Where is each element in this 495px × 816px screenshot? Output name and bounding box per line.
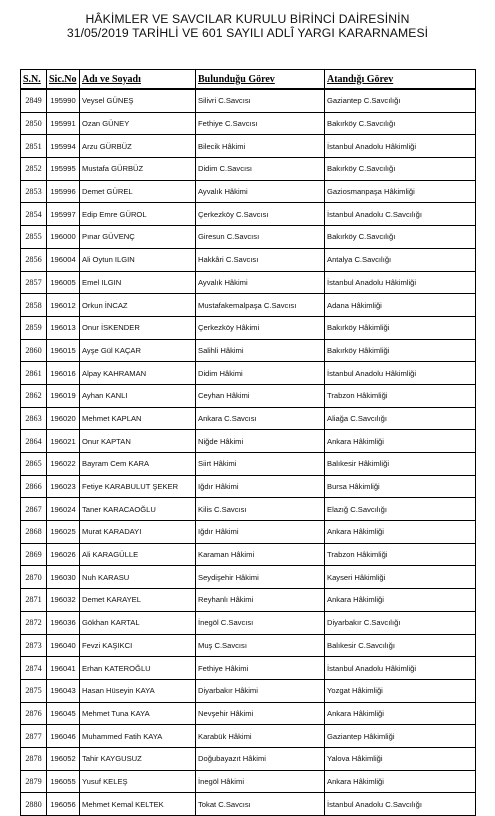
cell-sn: 2877 — [21, 725, 47, 748]
cell-name: Hasan Hüseyin KAYA — [80, 679, 196, 702]
table-row — [21, 407, 476, 430]
table-row — [21, 158, 476, 181]
cell-current-post: Ayvalık Hâkimi — [196, 180, 325, 203]
table-row — [21, 498, 476, 521]
cell-current-post: İnegöl C.Savcısı — [196, 611, 325, 634]
table-row — [21, 543, 476, 566]
cell-name: Murat KARADAYI — [80, 521, 196, 544]
cell-assigned-post: İstanbul Anadolu Hâkimliği — [325, 657, 476, 680]
cell-sicil: 196005 — [47, 271, 80, 294]
cell-current-post: Seydişehir Hâkimi — [196, 566, 325, 589]
cell-current-post: Didim C.Savcısı — [196, 158, 325, 181]
cell-name: Ayşe Gül KAÇAR — [80, 339, 196, 362]
cell-sicil: 196022 — [47, 453, 80, 476]
cell-name: Pınar GÜVENÇ — [80, 226, 196, 249]
cell-assigned-post: Elazığ C.Savcılığı — [325, 498, 476, 521]
table-row — [21, 384, 476, 407]
table-row — [21, 589, 476, 612]
cell-current-post: Doğubayazıt Hâkimi — [196, 747, 325, 770]
cell-current-post: Giresun C.Savcısı — [196, 226, 325, 249]
cell-name: Mehmet Kemal KELTEK — [80, 793, 196, 816]
table-row — [21, 566, 476, 589]
cell-sn: 2865 — [21, 453, 47, 476]
cell-assigned-post: İstanbul Anadolu Hâkimliği — [325, 135, 476, 158]
table-row — [21, 180, 476, 203]
table-row — [21, 294, 476, 317]
cell-assigned-post: İstanbul Anadolu Hâkimliği — [325, 271, 476, 294]
cell-current-post: Iğdır Hâkimi — [196, 475, 325, 498]
table-row — [21, 248, 476, 271]
cell-assigned-post: Ankara Hâkimliği — [325, 521, 476, 544]
column-header-name: Adı ve Soyadı — [80, 70, 196, 90]
cell-name: Demet GÜREL — [80, 180, 196, 203]
cell-name: Fetiye KARABULUT ŞEKER — [80, 475, 196, 498]
cell-current-post: Karaman Hâkimi — [196, 543, 325, 566]
cell-sicil: 195990 — [47, 89, 80, 112]
cell-sicil: 195991 — [47, 112, 80, 135]
cell-name: Fevzi KAŞIKCI — [80, 634, 196, 657]
cell-sicil: 196045 — [47, 702, 80, 725]
cell-name: Edip Emre GÜROL — [80, 203, 196, 226]
cell-sn: 2858 — [21, 294, 47, 317]
cell-sicil: 195996 — [47, 180, 80, 203]
cell-current-post: Fethiye Hâkimi — [196, 657, 325, 680]
table-row — [21, 203, 476, 226]
title-line-1: HÂKİMLER VE SAVCILAR KURULU BİRİNCİ DAİRESİNİN — [85, 12, 410, 26]
cell-current-post: Siirt Hâkimi — [196, 453, 325, 476]
cell-sn: 2851 — [21, 135, 47, 158]
table-row — [21, 725, 476, 748]
column-header-sicil: Sic.No — [47, 70, 80, 90]
cell-name: Arzu GÜRBÜZ — [80, 135, 196, 158]
cell-sn: 2855 — [21, 226, 47, 249]
cell-sicil: 196000 — [47, 226, 80, 249]
cell-sn: 2859 — [21, 316, 47, 339]
cell-assigned-post: İstanbul Anadolu C.Savcılığı — [325, 203, 476, 226]
cell-name: Orkun İNCAZ — [80, 294, 196, 317]
cell-assigned-post: Bakırköy C.Savcılığı — [325, 112, 476, 135]
cell-name: Alpay KAHRAMAN — [80, 362, 196, 385]
column-header-sn: S.N. — [21, 70, 47, 90]
table-header-row — [21, 70, 476, 90]
cell-name: Ozan GÜNEY — [80, 112, 196, 135]
cell-sn: 2862 — [21, 384, 47, 407]
cell-name: Ayhan KANLI — [80, 384, 196, 407]
cell-sicil: 196024 — [47, 498, 80, 521]
cell-current-post: Bilecik Hâkimi — [196, 135, 325, 158]
cell-sn: 2866 — [21, 475, 47, 498]
cell-current-post: Mustafakemalpaşa C.Savcısı — [196, 294, 325, 317]
cell-sicil: 196016 — [47, 362, 80, 385]
cell-sn: 2853 — [21, 180, 47, 203]
cell-current-post: İnegöl Hâkimi — [196, 770, 325, 793]
cell-sn: 2852 — [21, 158, 47, 181]
table-row — [21, 679, 476, 702]
title-line-2: 31/05/2019 TARİHLİ VE 601 SAYILI ADLÎ YARGI KARARNAMESİ — [66, 26, 429, 40]
cell-assigned-post: Antalya C.Savcılığı — [325, 248, 476, 271]
cell-sn: 2864 — [21, 430, 47, 453]
table-row — [21, 362, 476, 385]
cell-assigned-post: Trabzon Hâkimliği — [325, 384, 476, 407]
cell-assigned-post: Diyarbakır C.Savcılığı — [325, 611, 476, 634]
cell-name: Taner KARACAOĞLU — [80, 498, 196, 521]
cell-current-post: Iğdır Hâkimi — [196, 521, 325, 544]
cell-assigned-post: Balıkesir C.Savcılığı — [325, 634, 476, 657]
table-row — [21, 747, 476, 770]
cell-name: Bayram Cem KARA — [80, 453, 196, 476]
cell-assigned-post: Ankara Hâkimliği — [325, 702, 476, 725]
cell-sn: 2867 — [21, 498, 47, 521]
cell-sicil: 196021 — [47, 430, 80, 453]
table-row — [21, 793, 476, 816]
cell-assigned-post: Yalova Hâkimliği — [325, 747, 476, 770]
cell-sicil: 196025 — [47, 521, 80, 544]
table-row — [21, 112, 476, 135]
cell-current-post: Silivri C.Savcısı — [196, 89, 325, 112]
cell-sicil: 196019 — [47, 384, 80, 407]
cell-sn: 2863 — [21, 407, 47, 430]
cell-current-post: Karabük Hâkimi — [196, 725, 325, 748]
cell-sn: 2856 — [21, 248, 47, 271]
cell-name: Muhammed Fatih KAYA — [80, 725, 196, 748]
cell-name: Ali Oytun ILGIN — [80, 248, 196, 271]
cell-assigned-post: İstanbul Anadolu C.Savcılığı — [325, 793, 476, 816]
cell-sicil: 196030 — [47, 566, 80, 589]
table-row — [21, 521, 476, 544]
table-row — [21, 475, 476, 498]
cell-assigned-post: Aliağa C.Savcılığı — [325, 407, 476, 430]
cell-current-post: Çerkezköy C.Savcısı — [196, 203, 325, 226]
cell-name: Nuh KARASU — [80, 566, 196, 589]
cell-assigned-post: İstanbul Anadolu Hâkimliği — [325, 362, 476, 385]
cell-current-post: Reyhanlı Hâkimi — [196, 589, 325, 612]
cell-sicil: 196026 — [47, 543, 80, 566]
cell-current-post: Kilis C.Savcısı — [196, 498, 325, 521]
table-body — [21, 89, 476, 816]
column-header-assigned-post: Atandığı Görev — [325, 70, 476, 90]
cell-sicil: 196043 — [47, 679, 80, 702]
cell-sn: 2870 — [21, 566, 47, 589]
table-row — [21, 271, 476, 294]
cell-sn: 2874 — [21, 657, 47, 680]
cell-sicil: 196056 — [47, 793, 80, 816]
cell-sicil: 196004 — [47, 248, 80, 271]
cell-assigned-post: Bakırköy Hâkimliği — [325, 316, 476, 339]
cell-sn: 2876 — [21, 702, 47, 725]
cell-sn: 2860 — [21, 339, 47, 362]
cell-name: Mustafa GÜRBÜZ — [80, 158, 196, 181]
table-row — [21, 770, 476, 793]
cell-sicil: 196041 — [47, 657, 80, 680]
cell-assigned-post: Gaziosmanpaşa Hâkimliği — [325, 180, 476, 203]
cell-name: Emel ILGIN — [80, 271, 196, 294]
cell-sn: 2857 — [21, 271, 47, 294]
cell-sicil: 196040 — [47, 634, 80, 657]
cell-sn: 2869 — [21, 543, 47, 566]
cell-current-post: Fethiye C.Savcısı — [196, 112, 325, 135]
cell-current-post: Çerkezköy Hâkimi — [196, 316, 325, 339]
cell-name: Tahir KAYGUSUZ — [80, 747, 196, 770]
cell-current-post: Nevşehir Hâkimi — [196, 702, 325, 725]
table-row — [21, 702, 476, 725]
cell-sn: 2868 — [21, 521, 47, 544]
cell-sicil: 196032 — [47, 589, 80, 612]
cell-sicil: 195997 — [47, 203, 80, 226]
cell-sn: 2854 — [21, 203, 47, 226]
cell-current-post: Salihli Hâkimi — [196, 339, 325, 362]
appointments-table — [20, 69, 476, 816]
cell-assigned-post: Adana Hâkimliği — [325, 294, 476, 317]
cell-sn: 2871 — [21, 589, 47, 612]
cell-assigned-post: Ankara Hâkimliği — [325, 430, 476, 453]
cell-current-post: Diyarbakır Hâkimi — [196, 679, 325, 702]
cell-sn: 2861 — [21, 362, 47, 385]
table-row — [21, 316, 476, 339]
cell-assigned-post: Kayseri Hâkimliği — [325, 566, 476, 589]
cell-sicil: 196055 — [47, 770, 80, 793]
cell-sicil: 196036 — [47, 611, 80, 634]
cell-sn: 2849 — [21, 89, 47, 112]
cell-current-post: Didim Hâkimi — [196, 362, 325, 385]
cell-name: Onur KAPTAN — [80, 430, 196, 453]
cell-assigned-post: Balıkesir Hâkimliği — [325, 453, 476, 476]
cell-assigned-post: Yozgat Hâkimliği — [325, 679, 476, 702]
cell-name: Demet KARAYEL — [80, 589, 196, 612]
cell-sicil: 196020 — [47, 407, 80, 430]
table-row — [21, 611, 476, 634]
table-row — [21, 634, 476, 657]
cell-assigned-post: Bakırköy C.Savcılığı — [325, 226, 476, 249]
cell-current-post: Ceyhan Hâkimi — [196, 384, 325, 407]
cell-assigned-post: Trabzon Hâkimliği — [325, 543, 476, 566]
cell-sicil: 195995 — [47, 158, 80, 181]
cell-sicil: 196013 — [47, 316, 80, 339]
cell-name: Mehmet KAPLAN — [80, 407, 196, 430]
cell-sn: 2875 — [21, 679, 47, 702]
cell-sicil: 196046 — [47, 725, 80, 748]
cell-sicil: 196023 — [47, 475, 80, 498]
column-header-current-post: Bulunduğu Görev — [196, 70, 325, 90]
cell-current-post: Tokat C.Savcısı — [196, 793, 325, 816]
cell-name: Onur İSKENDER — [80, 316, 196, 339]
cell-assigned-post: Ankara Hâkimliği — [325, 770, 476, 793]
cell-current-post: Niğde Hâkimi — [196, 430, 325, 453]
cell-current-post: Hakkâri C.Savcısı — [196, 248, 325, 271]
table-row — [21, 657, 476, 680]
cell-sn: 2850 — [21, 112, 47, 135]
cell-assigned-post: Bakırköy Hâkimliği — [325, 339, 476, 362]
document-title — [0, 12, 495, 40]
cell-current-post: Ankara C.Savcısı — [196, 407, 325, 430]
cell-name: Yusuf KELEŞ — [80, 770, 196, 793]
table-row — [21, 226, 476, 249]
cell-sicil: 196052 — [47, 747, 80, 770]
cell-assigned-post: Ankara Hâkimliği — [325, 589, 476, 612]
cell-name: Gökhan KARTAL — [80, 611, 196, 634]
table-row — [21, 89, 476, 112]
cell-sn: 2872 — [21, 611, 47, 634]
table-row — [21, 453, 476, 476]
cell-assigned-post: Bursa Hâkimliği — [325, 475, 476, 498]
table-row — [21, 135, 476, 158]
cell-sicil: 196015 — [47, 339, 80, 362]
cell-assigned-post: Gaziantep Hâkimliği — [325, 725, 476, 748]
cell-current-post: Muş C.Savcısı — [196, 634, 325, 657]
cell-sn: 2879 — [21, 770, 47, 793]
cell-name: Mehmet Tuna KAYA — [80, 702, 196, 725]
cell-name: Ali KARAGÜLLE — [80, 543, 196, 566]
table-row — [21, 430, 476, 453]
cell-sicil: 195994 — [47, 135, 80, 158]
cell-assigned-post: Gaziantep C.Savcılığı — [325, 89, 476, 112]
cell-name: Veysel GÜNEŞ — [80, 89, 196, 112]
cell-current-post: Ayvalık Hâkimi — [196, 271, 325, 294]
cell-sn: 2873 — [21, 634, 47, 657]
cell-sicil: 196012 — [47, 294, 80, 317]
cell-sn: 2880 — [21, 793, 47, 816]
table-row — [21, 339, 476, 362]
cell-assigned-post: Bakırköy C.Savcılığı — [325, 158, 476, 181]
cell-sn: 2878 — [21, 747, 47, 770]
cell-name: Erhan KATEROĞLU — [80, 657, 196, 680]
